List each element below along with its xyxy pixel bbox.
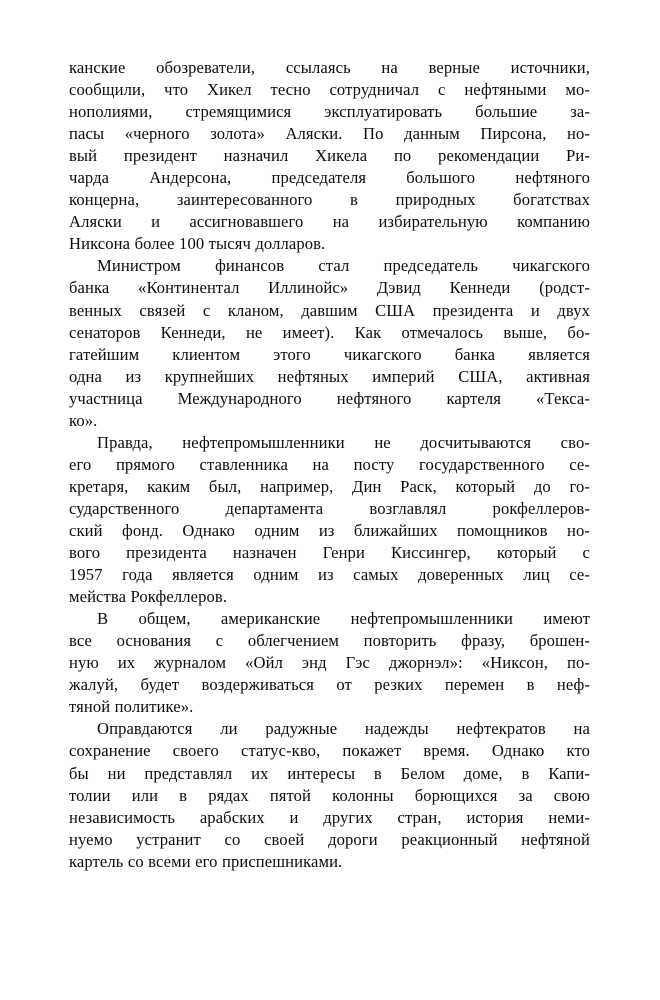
text-line: ский фонд. Однако одним из ближайших помощников но- [69,520,590,540]
text-line: кретаря, каким был, например, Дин Раск, который до го- [69,476,590,496]
text-line: ную их журналом «Ойл энд Гэс джорнэл»: «Никсон, по- [69,653,590,673]
text-line: все основания с облегчением повторить фразу, брошен- [69,631,590,651]
text-line: жалуй, будет воздерживаться от резких перемен в неф- [69,675,590,695]
paragraph [69,255,590,431]
text-line: концерна, заинтересованного в природных богатствах [69,190,590,210]
text-line: участница Международного нефтяного картеля «Текса- [69,388,590,408]
text-line: гатейшим клиентом этого чикагского банка является [69,344,590,364]
page-text-block [69,57,590,873]
text-line: сенаторов Кеннеди, не имеет). Как отмечалось выше, бо- [69,322,590,342]
paragraph [69,608,590,718]
text-line: В общем, американские нефтепромышленники имеют [97,609,590,629]
text-line: мейства Рокфеллеров. [69,587,228,607]
text-line: одна из крупнейших нефтяных империй США, активная [69,366,590,386]
text-line: банка «Континентал Иллинойс» Дэвид Кеннеди (родст- [69,278,590,298]
text-line: венных связей с кланом, давшим США президента и двух [69,300,590,320]
text-line: Никсона более 100 тысяч долларов. [69,234,326,254]
text-line: Правда, нефтепромышленники не досчитываются сво- [97,432,590,452]
text-line: вого президента назначен Генри Киссингер, который с [69,543,590,563]
text-line: тяной политике». [69,697,194,717]
text-line: сохранение своего статус-кво, покажет время. Однако кто [69,741,590,761]
text-line: чарда Андерсона, председателя большого нефтяного [69,168,590,188]
text-line: Аляски и ассигновавшего на избирательную компанию [69,212,590,232]
text-line: Министром финансов стал председатель чикагского [97,256,590,276]
text-line: Оправдаются ли радужные надежды нефтекратов на [97,719,590,739]
text-line: бы ни представлял их интересы в Белом доме, в Капи- [69,763,590,783]
text-line: его прямого ставленника на посту государственного се- [69,454,590,474]
text-line: сударственного департамента возглавлял рокфеллеров- [69,498,590,518]
paragraph [69,57,590,255]
text-line: независимость арабских и других стран, история неми- [69,807,590,827]
text-line: толии или в рядах пятой колонны борющихся за свою [69,785,590,805]
text-line: нополиями, стремящимися эксплуатировать большие за- [69,102,590,122]
text-line: сообщили, что Хикел тесно сотрудничал с нефтяными мо- [69,80,590,100]
text-line: пасы «черного золота» Аляски. По данным Пирсона, но- [69,124,590,144]
text-line: картель со всеми его приспешниками. [69,851,343,871]
paragraph [69,432,590,608]
text-line: ко». [69,410,98,430]
text-line: вый президент назначил Хикела по рекомендации Ри- [69,146,590,166]
text-line: нуемо устранит со своей дороги реакционный нефтяной [69,829,590,849]
text-line: канские обозреватели, ссылаясь на верные источники, [69,58,590,77]
paragraph [69,718,590,872]
text-line: 1957 года является одним из самых доверенных лиц се- [69,565,590,585]
